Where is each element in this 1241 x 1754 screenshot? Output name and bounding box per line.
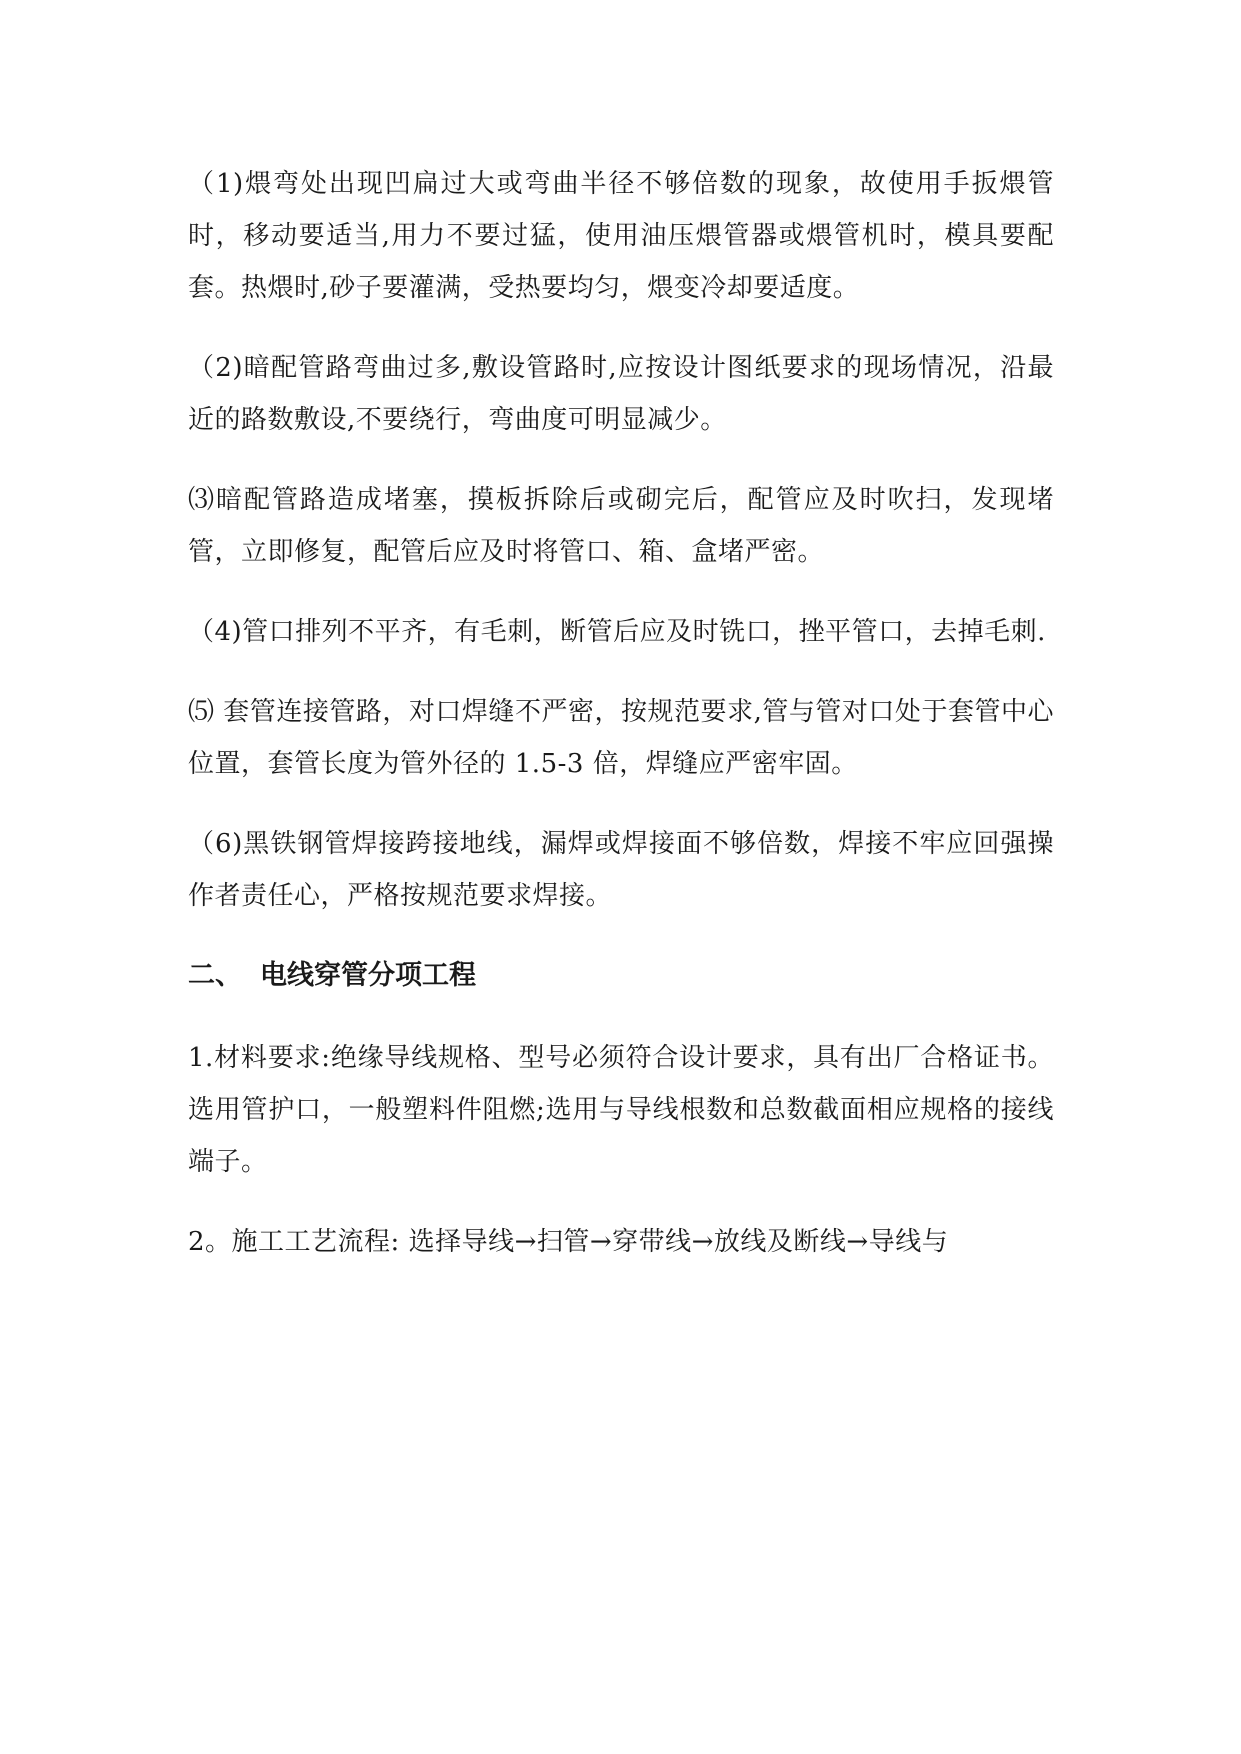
section-title: 电线穿管分项工程 <box>260 960 476 991</box>
paragraph-item-5: ⑸ 套管连接管路，对口焊缝不严密，按规范要求,管与管对口处于套管中心位置，套管长度为管外径的 1.5-3 倍，焊缝应严密牢固。 <box>188 697 1054 779</box>
document-body <box>188 158 1054 1268</box>
paragraph-item-3: ⑶暗配管路造成堵塞，摸板拆除后或砌完后，配管应及时吹扫，发现堵管，立即修复，配管后应及时将管口、箱、盒堵严密。 <box>188 485 1054 567</box>
section-heading <box>188 950 1054 1002</box>
section-number: 二、 <box>188 960 242 991</box>
paragraph-materials: 1.材料要求:绝缘导线规格、型号必须符合设计要求，具有出厂合格证书。选用管护口，一般塑料件阻燃;选用与导线根数和总数截面相应规格的接线端子。 <box>188 1043 1054 1177</box>
paragraph-item-4: （4)管口排列不平齐，有毛刺，断管后应及时铣口，挫平管口，去掉毛刺. <box>188 617 1046 647</box>
paragraph-item-2: （2)暗配管路弯曲过多,敷设管路时,应按设计图纸要求的现场情况，沿最近的路数敷设,不要绕行，弯曲度可明显减少。 <box>188 353 1054 435</box>
paragraph-item-6: （6)黑铁钢管焊接跨接地线，漏焊或焊接面不够倍数，焊接不牢应回强操作者责任心，严格按规范要求焊接。 <box>188 829 1054 911</box>
paragraph-process-flow: 2。施工工艺流程: 选择导线→扫管→穿带线→放线及断线→导线与 <box>188 1227 949 1257</box>
paragraph-item-1: （1)煨弯处出现凹扁过大或弯曲半径不够倍数的现象，故使用手扳煨管时，移动要适当,用力不要过猛，使用油压煨管器或煨管机时，模具要配套。热煨时,砂子要灌满，受热要均匀，煨变冷却要适度。 <box>188 169 1054 303</box>
